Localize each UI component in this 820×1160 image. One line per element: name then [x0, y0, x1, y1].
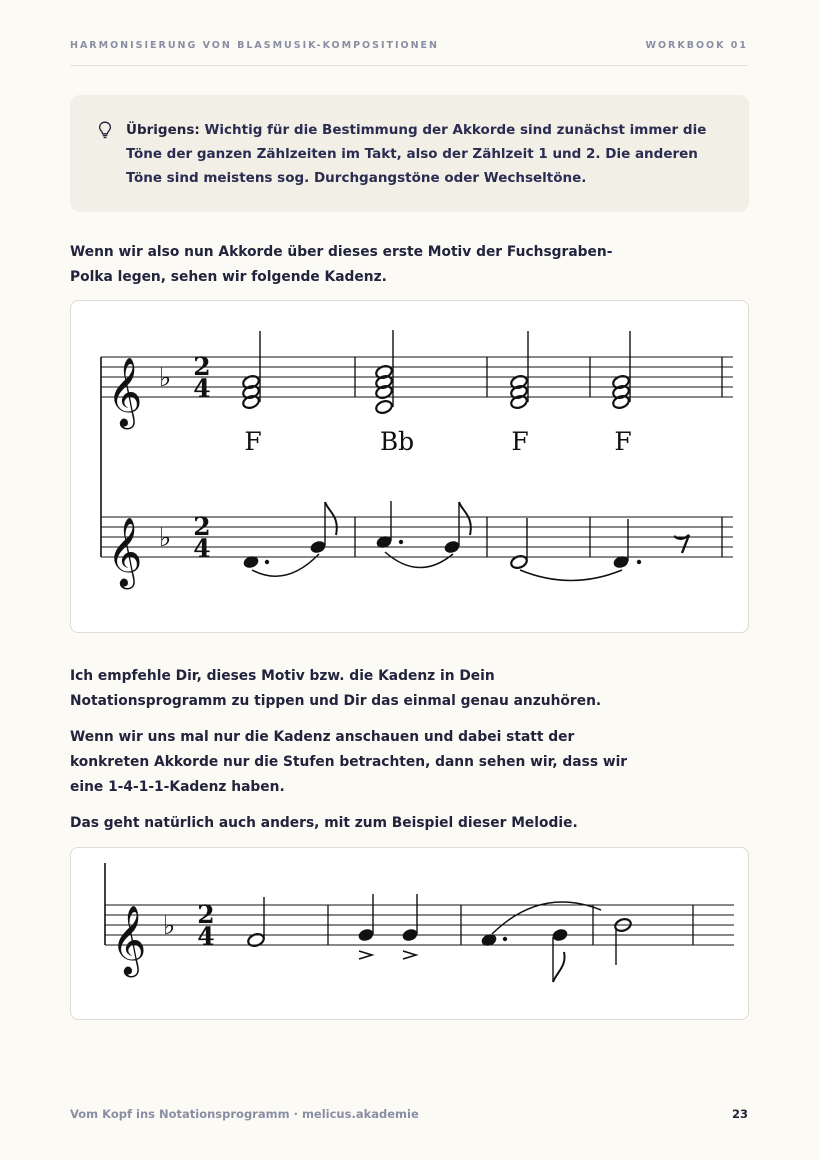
header-divider	[70, 65, 748, 66]
running-head-workbook: WORKBOOK 01	[645, 40, 748, 51]
page-number: 23	[731, 1107, 748, 1121]
intro-paragraph: Wenn wir also nun Akkorde über dieses erste Motiv der Fuchsgraben-Polka legen, sehen wir folgende Kadenz.	[70, 244, 613, 285]
chord-2	[375, 330, 394, 415]
time-signature-top: 2	[193, 352, 211, 381]
tip-body: Wichtig für die Bestimmung der Akkorde sind zunächst immer die Töne der ganzen Zählzeiten im Takt, also der Zählzeit 1 und 2. Die anderen Töne sind meistens sog. Durchgangstöne oder Wechseltöne.	[126, 122, 707, 186]
melody-score-notation	[71, 848, 750, 1021]
lightbulb-icon	[98, 121, 112, 139]
time-signature-top: 2	[197, 900, 215, 929]
accent-mark	[359, 951, 372, 959]
running-head	[70, 40, 748, 51]
melody-note	[614, 917, 633, 965]
melody-note	[401, 894, 419, 959]
recommend-paragraph: Ich empfehle Dir, dieses Motiv bzw. die Kadenz in Dein Notationsprogramm zu tippen und Dir das einmal genau anzuhören.	[70, 668, 602, 709]
other-melody-paragraph: Das geht natürlich auch anders, mit zum Beispiel dieser Melodie.	[70, 815, 578, 831]
treble-clef: 𝄞	[111, 905, 147, 975]
tip-callout	[70, 95, 749, 212]
chord-3	[510, 331, 529, 410]
slur	[492, 902, 601, 934]
chord-1	[242, 331, 261, 410]
melody-note	[375, 501, 403, 550]
accent-mark	[403, 951, 416, 959]
flat-sign: ♭	[159, 523, 172, 553]
time-signature-bottom: 4	[193, 534, 211, 563]
treble-clef: 𝄞	[107, 357, 143, 427]
melody-score	[70, 847, 749, 1020]
footer-source: Vom Kopf ins Notationsprogramm · melicus.akademie	[70, 1107, 419, 1121]
chord-symbol: F	[614, 427, 632, 456]
flat-sign: ♭	[159, 363, 172, 393]
melody-note	[357, 894, 375, 959]
cadence-score	[70, 300, 749, 633]
tip-text	[126, 118, 715, 190]
eighth-rest	[674, 535, 689, 553]
chord-symbol: F	[244, 427, 262, 456]
tip-label: Übrigens:	[126, 122, 200, 138]
time-signature-top: 2	[193, 512, 211, 541]
chord-symbols	[244, 427, 631, 456]
cadence-score-notation	[71, 301, 750, 634]
time-signature-bottom: 4	[197, 922, 215, 951]
melody-note	[551, 927, 569, 982]
tie	[520, 570, 622, 581]
tie	[385, 552, 453, 568]
melody-note	[510, 518, 529, 570]
flat-sign: ♭	[163, 911, 176, 941]
cadence-paragraph: Wenn wir uns mal nur die Kadenz anschauen und dabei statt der konkreten Akkorde nur die Stufen betrachten, dann sehen wir, dass wir eine 1-4-1-1-Kadenz haben.	[70, 729, 628, 795]
chord-symbol: F	[511, 427, 529, 456]
chord-4	[612, 331, 631, 410]
chord-symbol: Bb	[379, 427, 415, 456]
treble-clef: 𝄞	[107, 517, 143, 587]
running-head-title: HARMONISIERUNG VON BLASMUSIK-KOMPOSITIONEN	[70, 40, 439, 51]
time-signature-bottom: 4	[193, 374, 211, 403]
